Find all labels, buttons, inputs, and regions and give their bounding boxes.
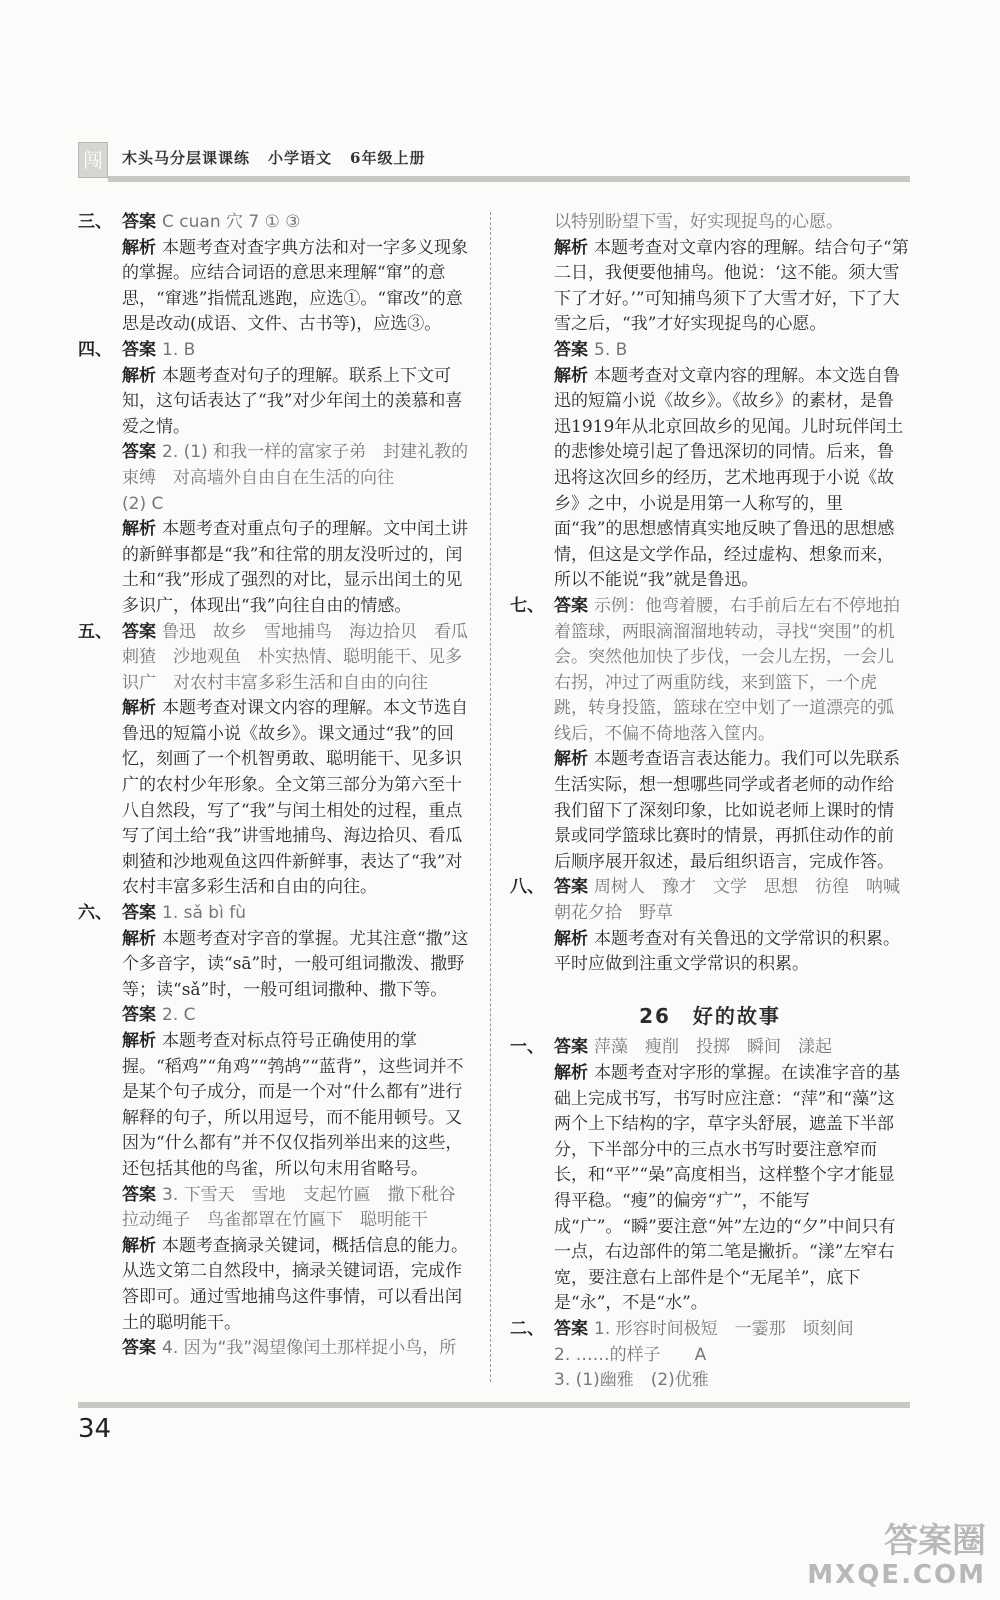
analysis-label: 解析 (122, 1235, 156, 1256)
analysis-label: 解析 (554, 928, 588, 949)
section-number: 二、 (510, 1318, 544, 1339)
answer-text: C cuan 穴 7 ① ③ (162, 212, 301, 232)
analysis-text: 本题考查对字音的掌握。尤其注意“撒”这个多音字，读“sā”时，一般可组词撒泼、撒野等；读“sǎ”时，一般可组词撒种、撒下等。 (122, 928, 469, 1000)
analysis-text: 本题考查对字形的掌握。在读准字音的基础上完成书写，书写时应注意：“萍”和“藻”这两个上下结构的字，草字头舒展，遮盖下半部分，下半部分中的三点水书写时要注意窄而长，和“平”“喿”高度相当，这样整个字才能显得平稳。“瘦”的偏旁“疒”，不能写成“广”。“瞬”要注意“舛”左边的“夕”中间只有一点，右边部件的第二笔是撇折。“漾”左窄右宽，要注意右上部件是个“无尾羊”，底下是“永”，不是“水”。 (554, 1063, 900, 1314)
header-title (122, 147, 443, 168)
analysis-label: 解析 (122, 928, 156, 949)
answer-label: 答案 (122, 1005, 156, 1026)
answer-label: 答案 (122, 903, 156, 924)
answer-continuation: 以特别盼望下雪，好实现捉鸟的心愿。 (554, 212, 843, 232)
answer-label: 答案 (122, 442, 156, 463)
answer-text: 1. 形容时间极短 一霎那 顷刻间 (594, 1318, 854, 1339)
answer-text: 4. 因为“我”渴望像闰土那样捉小鸟，所 (162, 1338, 457, 1359)
lesson-section-2 (510, 1317, 910, 1394)
answer-text: 1. sǎ bì fù (162, 903, 246, 924)
answer-label: 答案 (122, 1338, 156, 1359)
analysis-label: 解析 (122, 237, 156, 258)
lesson-section-1 (510, 1035, 910, 1317)
page-header (78, 142, 910, 186)
answer-text: 3. (1)幽雅 (2)优雅 (554, 1370, 709, 1391)
analysis-text: 本题考查对有关鲁迅的文学常识的积累。平时应做到注重文学常识的积累。 (554, 928, 900, 975)
column-divider (490, 212, 491, 1382)
answer-label: 答案 (554, 1037, 588, 1058)
section-number: 五、 (78, 621, 112, 642)
header-rule (108, 176, 910, 182)
watermark-brand: 答案圈 (884, 1521, 986, 1561)
right-column (510, 210, 917, 1394)
analysis-text: 本题考查对查字典方法和对一字多义现象的掌握。应结合词语的意思来理解“窜”的意思，“窜逃”指慌乱逃跑，应选①。“窜改”的意思是改动(成语、文件、古书等)，应选③。 (122, 237, 468, 335)
answer-text: 鲁迅 故乡 雪地捕鸟 海边拾贝 看瓜刺猹 沙地观鱼 朴实热情、聪明能干、见多识广 对农村丰富多彩生活和自由的向往 (122, 621, 468, 693)
answer-label: 答案 (122, 339, 156, 360)
answer-text: 2. (1) 和我一样的富家子弟 封建礼教的束缚 对高墙外自由自在生活的向往 (122, 442, 469, 488)
answer-label: 答案 (554, 877, 588, 898)
left-column (78, 210, 473, 1362)
watermark-url: MXQE.COM (807, 1560, 986, 1590)
watermark (807, 1521, 986, 1592)
analysis-text: 本题考查摘录关键词，概括信息的能力。从选文第二自然段中，摘录关键词语，完成作答即可。通过雪地捕鸟这件事情，可以看出闰土的聪明能干。 (122, 1235, 468, 1333)
answer-text: 周树人 豫才 文学 思想 彷徨 呐喊 朝花夕拾 野草 (554, 877, 917, 924)
answer-text: 2. C (162, 1005, 196, 1026)
subject-name: 小学语文 (268, 149, 333, 167)
analysis-text: 本题考查对课文内容的理解。本文节选自鲁迅的短篇小说《故乡》。课文通过“我”的回忆，刻画了一个机智勇敢、聪明能干、见多识广的农村少年形象。全文第三部分为第六至十八自然段，写了“我”与闰土相处的过程，重点写了闰土给“我”讲雪地捕鸟、海边拾贝、看瓜刺猹和沙地观鱼这四件新鲜事，表达了“我”对农村丰富多彩生活和自由的向往。 (122, 698, 468, 898)
analysis-label: 解析 (122, 1031, 156, 1051)
section-number: 四、 (78, 339, 112, 360)
answer-text: 萍藻 瘦削 投掷 瞬间 漾起 (594, 1037, 832, 1058)
section-number: 八、 (510, 877, 544, 898)
answer-label: 答案 (122, 1184, 156, 1205)
section-4 (78, 338, 470, 620)
answer-text: 5. B (594, 339, 628, 360)
section-5 (78, 620, 470, 902)
section-8 (510, 875, 917, 977)
answer-label: 答案 (554, 339, 588, 360)
section-7 (510, 594, 910, 876)
analysis-label: 解析 (554, 365, 588, 386)
analysis-label: 解析 (122, 519, 156, 540)
analysis-text: 本题考查对文章内容的理解。结合句子“第二日，我便要他捕鸟。他说：‘这不能。须大雪下了才好。’”可知捕鸟须下了大雪才好，下了大雪之后，“我”才好实现捉鸟的心愿。 (554, 237, 909, 335)
section-3 (78, 210, 470, 338)
book-name: 木头马分层课课练 (122, 149, 251, 167)
analysis-text: 本题考查对标点符号正确使用的掌握。“稻鸡”“角鸡”“鹁鸪”“蓝背”，这些词并不是某个句子成分，而是一个对“什么都有”进行解释的句子，所以用逗号，而不能用顿号。又因为“什么都有”并不仅仅指列举出来的这些，还包括其他的鸟雀，所以句末用省略号。 (122, 1031, 464, 1179)
analysis-text: 本题考查语言表达能力。我们可以先联系生活实际，想一想哪些同学或者老师的动作给我们留下了深刻印象，比如说老师上课时的情景或同学篮球比赛时的情景，再抓住动作的前后顺序展开叙述，最后组织语言，完成作答。 (554, 749, 900, 872)
analysis-text: 本题考查对文章内容的理解。本文选自鲁迅的短篇小说《故乡》。《故乡》的素材，是鲁迅1919年从北京回故乡的见闻。儿时玩伴闰土的悲惨处境引起了鲁迅深切的同情。后来，鲁迅将这次回乡的经历，艺术地再现于小说《故乡》之中，小说是用第一人称写的，里面“我”的思想感情真实地反映了鲁迅的思想感情，但这是文学作品，经过虚构、想象而来，所以不能说“我”就是鲁迅。 (554, 365, 904, 591)
answer-text: (2) C (122, 493, 164, 514)
section-number: 三、 (78, 212, 112, 232)
section-6 (78, 901, 473, 1362)
analysis-text: 本题考查对重点句子的理解。文中闰土讲的新鲜事都是“我”和往常的朋友没听过的，闰土和“我”形成了强烈的对比，显示出闰土的见多识广，体现出“我”向往自由的情感。 (122, 519, 468, 616)
section-number: 一、 (510, 1037, 544, 1058)
lesson-title: 26 好的故事 (639, 1003, 781, 1028)
page-number: 34 (78, 1414, 112, 1444)
answer-text: 3. 下雪天 雪地 支起竹匾 撒下秕谷 拉动绳子 鸟雀都罩在竹匾下 聪明能干 (122, 1184, 473, 1231)
answer-label: 答案 (122, 212, 156, 232)
analysis-label: 解析 (122, 365, 156, 386)
answer-text: 2. ……的样子 A (554, 1344, 707, 1365)
answer-text: 示例：他弯着腰，右手前后左右不停地拍着篮球，两眼滴溜溜地转动，寻找“突围”的机会。突然他加快了步伐，一会儿左拐，一会儿右拐，冲过了两重防线，来到篮下，一个虎跳，转身投篮，篮球在空中划了一道漂亮的弧线后，不偏不倚地落入筐内。 (554, 595, 900, 744)
section-number: 六、 (78, 903, 112, 924)
analysis-text: 本题考查对句子的理解。联系上下文可知，这句话表达了“我”对少年闰土的羡慕和喜爱之情。 (122, 365, 463, 437)
footer-rule (78, 1402, 910, 1408)
analysis-label: 解析 (554, 237, 588, 258)
analysis-label: 解析 (554, 749, 588, 770)
answer-label: 答案 (554, 1318, 588, 1339)
answer-text: 1. B (162, 339, 196, 360)
answer-label: 答案 (122, 621, 156, 642)
section-number: 七、 (510, 595, 544, 616)
analysis-label: 解析 (554, 1063, 588, 1083)
book-logo-icon: 闯 (78, 142, 108, 178)
grade-name: 6年级上册 (350, 149, 426, 167)
answer-label: 答案 (554, 595, 588, 616)
analysis-label: 解析 (122, 698, 156, 719)
